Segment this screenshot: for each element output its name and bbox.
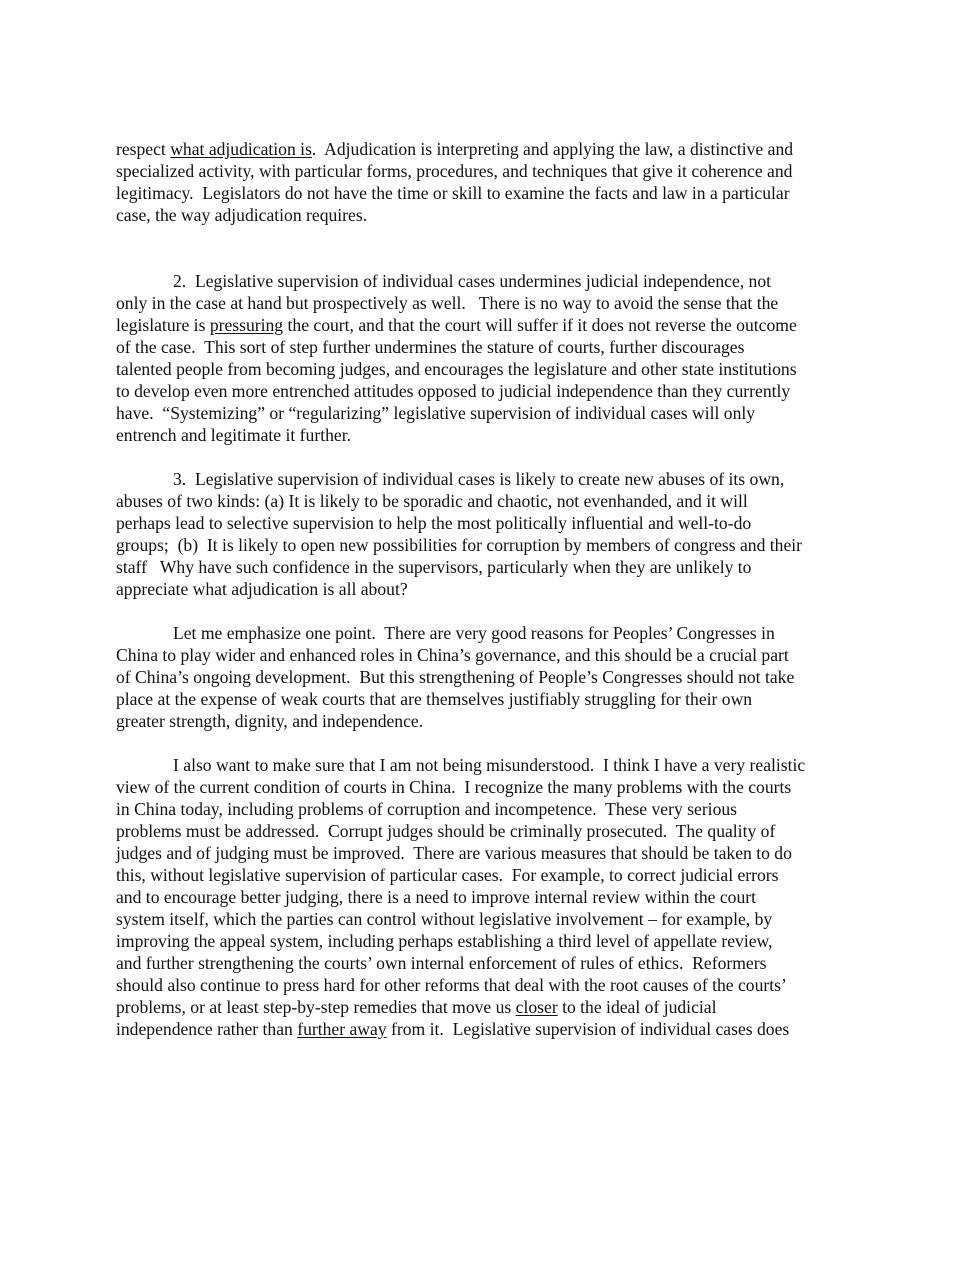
text-line xyxy=(116,666,868,688)
text-run: China to play wider and enhanced roles in China’s governance, and this should be a crucial part xyxy=(116,645,789,665)
text-run: specialized activity, with particular forms, procedures, and techniques that give it coherence and xyxy=(116,161,793,181)
paragraph-emphasis xyxy=(116,622,868,732)
text-run: to develop even more entrenched attitudes opposed to judicial independence than they currently xyxy=(116,381,791,401)
text-line xyxy=(116,930,868,952)
text-run: greater strength, dignity, and independence. xyxy=(116,711,424,731)
text-run: have. “Systemizing” or “regularizing” legislative supervision of individual cases will only xyxy=(116,403,756,423)
text-line xyxy=(116,336,868,358)
text-run: legitimacy. Legislators do not have the time or skill to examine the facts and law in a particular xyxy=(116,183,790,203)
text-run: independence rather than xyxy=(116,1019,298,1039)
text-run: 3. Legislative supervision of individual cases is likely to create new abuses of its own, xyxy=(173,469,785,489)
text-run: entrench and legitimate it further. xyxy=(116,425,351,445)
text-run: groups; (b) It is likely to open new possibilities for corruption by members of congress and their xyxy=(116,535,803,555)
text-line xyxy=(116,556,868,578)
text-line xyxy=(116,974,868,996)
text-line xyxy=(116,644,868,666)
text-line xyxy=(116,182,868,204)
text-run: and to encourage better judging, there is a need to improve internal review within the court xyxy=(116,887,756,907)
text-run: of China’s ongoing development. But this strengthening of People’s Congresses should not take xyxy=(116,667,795,687)
text-line xyxy=(116,138,868,160)
text-run: should also continue to press hard for other reforms that deal with the root causes of the courts’ xyxy=(116,975,787,995)
text-run: problems, or at least step-by-step remedies that move us xyxy=(116,997,516,1017)
text-line xyxy=(116,754,868,776)
text-line xyxy=(116,798,868,820)
text-run: problems must be addressed. Corrupt judges should be criminally prosecuted. The quality of xyxy=(116,821,776,841)
text-run: the court, and that the court will suffer if it does not reverse the outcome xyxy=(283,315,797,335)
paragraph-point-3 xyxy=(116,468,868,600)
text-line xyxy=(116,512,868,534)
paragraph-adjudication xyxy=(116,138,868,226)
text-line xyxy=(116,688,868,710)
text-run: . Adjudication is interpreting and applying the law, a distinctive and xyxy=(311,139,794,159)
document-page xyxy=(116,138,868,1040)
text-line xyxy=(116,490,868,512)
text-line xyxy=(116,864,868,886)
text-line xyxy=(116,776,868,798)
underlined-text: further away xyxy=(297,1019,387,1039)
text-line xyxy=(116,314,868,336)
paragraph-spacer xyxy=(116,446,868,468)
text-line xyxy=(116,380,868,402)
text-line xyxy=(116,424,868,446)
text-run: perhaps lead to selective supervision to help the most politically influential and well-to-do xyxy=(116,513,752,533)
text-run: appreciate what adjudication is all about? xyxy=(116,579,408,599)
paragraph-spacer xyxy=(116,600,868,622)
text-run: to the ideal of judicial xyxy=(557,997,717,1017)
text-run: place at the expense of weak courts that are themselves justifiably struggling for their own xyxy=(116,689,753,709)
text-run: in China today, including problems of corruption and incompetence. These very serious xyxy=(116,799,738,819)
text-run: improving the appeal system, including perhaps establishing a third level of appellate review, xyxy=(116,931,773,951)
text-line xyxy=(116,270,868,292)
text-run: view of the current condition of courts in China. I recognize the many problems with the courts xyxy=(116,777,792,797)
text-run: talented people from becoming judges, and encourages the legislature and other state institutions xyxy=(116,359,797,379)
text-run: I also want to make sure that I am not being misunderstood. I think I have a very realistic xyxy=(173,755,806,775)
text-line xyxy=(116,710,868,732)
text-line xyxy=(116,578,868,600)
text-run: Let me emphasize one point. There are very good reasons for Peoples’ Congresses in xyxy=(173,623,775,643)
text-run: respect xyxy=(116,139,171,159)
text-run: only in the case at hand but prospectively as well. There is no way to avoid the sense that the xyxy=(116,293,779,313)
text-line xyxy=(116,160,868,182)
text-run: judges and of judging must be improved. There are various measures that should be taken to do xyxy=(116,843,792,863)
text-line xyxy=(116,468,868,490)
underlined-text: closer xyxy=(515,997,558,1017)
underlined-text: pressuring xyxy=(209,315,284,335)
text-run: abuses of two kinds: (a) It is likely to be sporadic and chaotic, not evenhanded, and it will xyxy=(116,491,748,511)
text-run: and further strengthening the courts’ own internal enforcement of rules of ethics. Reformers xyxy=(116,953,767,973)
text-line xyxy=(116,358,868,380)
text-run: of the case. This sort of step further undermines the stature of courts, further discourages xyxy=(116,337,745,357)
text-line xyxy=(116,622,868,644)
text-line xyxy=(116,842,868,864)
text-run: this, without legislative supervision of particular cases. For example, to correct judicial errors xyxy=(116,865,779,885)
text-run: legislature is xyxy=(116,315,210,335)
text-run: system itself, which the parties can control without legislative involvement – for example, by xyxy=(116,909,773,929)
text-line xyxy=(116,402,868,424)
text-line xyxy=(116,996,868,1018)
text-run: staff Why have such confidence in the supervisors, particularly when they are unlikely to xyxy=(116,557,752,577)
paragraph-spacer xyxy=(116,226,868,270)
text-line xyxy=(116,908,868,930)
underlined-text: what adjudication is xyxy=(170,139,312,159)
text-line xyxy=(116,292,868,314)
text-line xyxy=(116,1018,868,1040)
text-run: 2. Legislative supervision of individual cases undermines judicial independence, not xyxy=(173,271,772,291)
text-line xyxy=(116,952,868,974)
text-line xyxy=(116,534,868,556)
paragraph-point-2 xyxy=(116,270,868,446)
paragraph-spacer xyxy=(116,732,868,754)
text-run: from it. Legislative supervision of individual cases does xyxy=(386,1019,790,1039)
text-line xyxy=(116,204,868,226)
text-line xyxy=(116,820,868,842)
text-line xyxy=(116,886,868,908)
text-run: case, the way adjudication requires. xyxy=(116,205,368,225)
paragraph-not-misunderstood xyxy=(116,754,868,1040)
